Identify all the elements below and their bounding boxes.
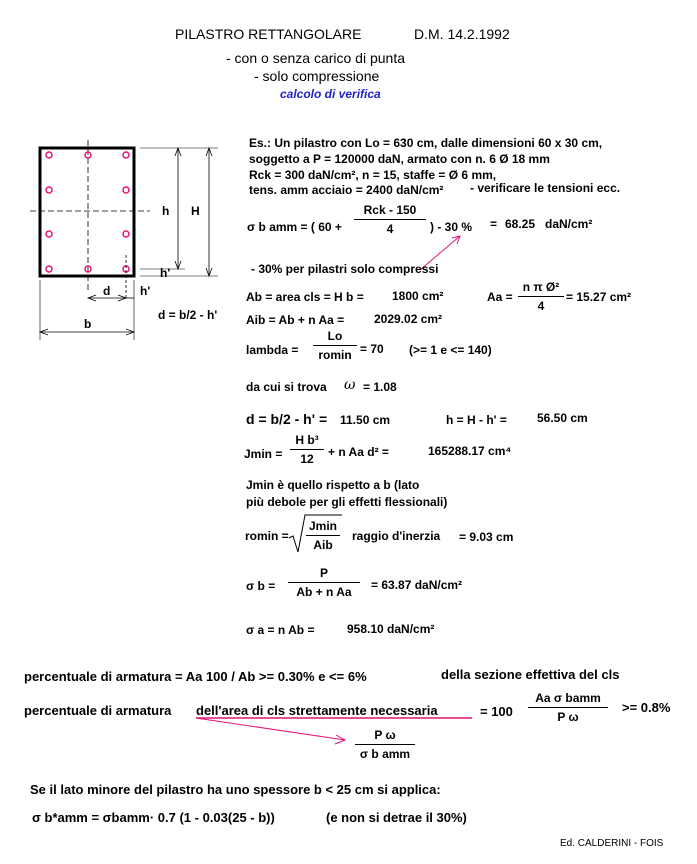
lambda-range: (>= 1 e <= 140) <box>409 343 492 357</box>
lambda-value: = 70 <box>360 342 384 356</box>
romin-lhs: romin = <box>245 529 289 543</box>
example-line-3: Rck = 300 daN/cm², n = 15, staffe = Ø 6 mm, <box>249 168 497 182</box>
percent-1-text: percentuale di armatura = Aa 100 / Ab >= 0.30% e <= 6% <box>24 669 367 684</box>
jmin-mid: + n Aa d² = <box>328 445 389 459</box>
aib-label: Aib = Ab + n Aa = <box>246 313 345 327</box>
sigma-amm-lhs: σ b amm = ( 60 + <box>247 220 342 234</box>
ab-value: 1800 cm² <box>392 289 444 303</box>
d-formula: d = b/2 - h' <box>158 308 218 322</box>
romin-label: raggio d'inerzia <box>352 529 441 543</box>
romin-fraction: Jmin Aib <box>306 519 340 552</box>
aa-label: Aa = <box>487 290 513 304</box>
sigma-amm-fraction: Rck - 150 4 <box>354 203 426 236</box>
example-line-2: soggetto a P = 120000 daN, armato con n. 6 Ø 18 mm <box>249 152 550 166</box>
lambda-fraction: Lo romin <box>313 329 357 362</box>
subtitle-1: - con o senza carico di punta <box>226 50 405 66</box>
sigma-amm-eq: = <box>490 217 498 231</box>
section-outline <box>40 148 134 276</box>
example-line-4b: - verificare le tensioni ecc. <box>470 181 621 195</box>
aib-value: 2029.02 cm² <box>374 312 443 326</box>
percent-2-limit: >= 0.8% <box>622 700 671 715</box>
h-line-value: 56.50 cm <box>537 411 588 425</box>
norm-reference: D.M. 14.2.1992 <box>414 26 510 42</box>
percent-2-text-b: dell'area di cls strettamente necessaria <box>196 703 438 718</box>
page-title: PILASTRO RETTANGOLARE <box>175 26 362 42</box>
footer-note: (e non si detrae il 30%) <box>326 810 467 825</box>
subtitle-2: - solo compressione <box>254 68 380 84</box>
aa-fraction: n π Ø² 4 <box>518 280 564 313</box>
omega-text: da cui si trova <box>246 380 327 394</box>
romin-value: = 9.03 cm <box>459 530 514 544</box>
dim-d-label: d <box>103 284 111 298</box>
jmin-fraction: H b³ 12 <box>290 433 324 466</box>
omega-symbol: ω <box>344 377 356 393</box>
jmin-note-1: Jmin è quello rispetto a b (lato <box>246 478 420 492</box>
lambda-lhs: lambda = <box>246 343 299 357</box>
jmin-note-2: più debole per gli effetti flessionali) <box>246 495 448 509</box>
credit: Ed. CALDERINI - FOIS <box>560 838 664 849</box>
sigma-amm-unit: daN/cm² <box>545 217 593 231</box>
sigma-a-lhs: σ a = n Ab = <box>246 623 315 637</box>
example-line-1: Es.: Un pilastro con Lo = 630 cm, dalle dimensioni 60 x 30 cm, <box>249 136 603 150</box>
footer-condition: Se il lato minore del pilastro ha uno spessore b < 25 cm si applica: <box>30 782 441 797</box>
percent-2-text-a: percentuale di armatura <box>24 703 172 718</box>
d-line-lhs: d = b/2 - h' = <box>246 411 328 427</box>
dim-h-prime-label: h' <box>160 266 171 280</box>
jmin-lhs: Jmin = <box>244 447 283 461</box>
ab-label: Ab = area cls = H b = <box>246 290 364 304</box>
sigma-a-value: 958.10 daN/cm² <box>347 622 435 636</box>
percent-2-eq: = 100 <box>480 704 513 719</box>
dim-h-label: h <box>162 204 170 218</box>
h-line-lhs: h = H - h' = <box>446 413 507 427</box>
sigma-amm-note: - 30% per pilastri solo compressi <box>251 262 439 276</box>
percent-2-sub-fraction: P ω σ b amm <box>355 728 415 761</box>
subtitle-3: calcolo di verifica <box>280 87 381 101</box>
aa-value: = 15.27 cm² <box>566 290 632 304</box>
d-line-value: 11.50 cm <box>340 413 391 427</box>
rebar-circles <box>46 152 129 272</box>
dim-H-label: H <box>191 204 200 218</box>
sigma-amm-rhs: ) - 30 % <box>430 220 473 234</box>
dim-h-prime-2-label: h' <box>140 284 151 298</box>
footer-formula: σ b*amm = σbamm· 0.7 (1 - 0.03(25 - b)) <box>32 810 275 825</box>
percent-1-tail: della sezione effettiva del cls <box>441 667 620 682</box>
example-line-4: tens. amm acciaio = 2400 daN/cm² <box>249 183 444 197</box>
sigma-b-lhs: σ b = <box>246 579 276 593</box>
sigma-b-value: = 63.87 daN/cm² <box>371 578 463 592</box>
dim-b-label: b <box>84 317 92 331</box>
jmin-value: 165288.17 cm⁴ <box>428 444 512 458</box>
sigma-amm-value: 68.25 <box>505 217 536 231</box>
sigma-b-fraction: P Ab + n Aa <box>288 566 360 599</box>
percent-2-fraction: Aa σ bamm P ω <box>528 691 608 724</box>
omega-value: = 1.08 <box>363 380 397 394</box>
